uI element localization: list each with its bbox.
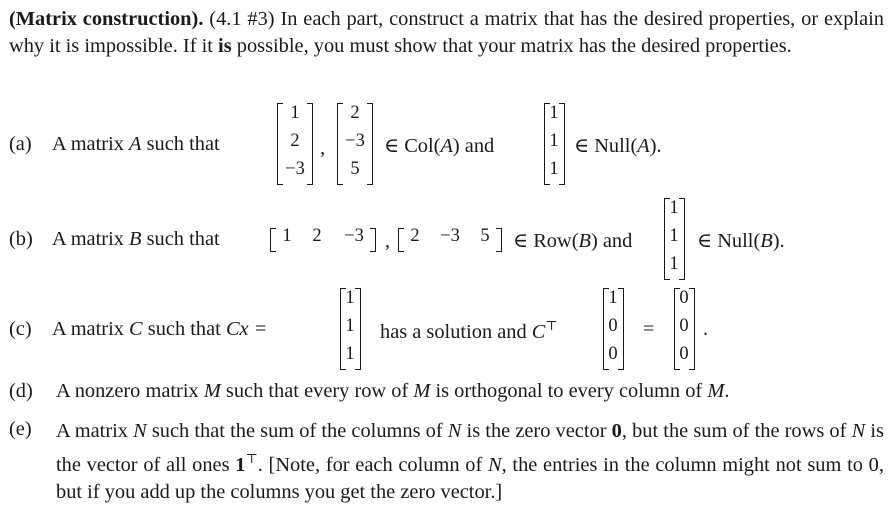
part-a-in-col: ∈ Col(: [384, 135, 441, 157]
bracket-right: [370, 228, 376, 252]
part-c-vector-1: [340, 288, 366, 372]
vector-entry: 5: [350, 159, 360, 179]
part-c-prefix: A matrix: [52, 318, 124, 340]
bracket-right: [307, 103, 313, 185]
part-c-var: C: [129, 318, 143, 340]
part-c-such: such that: [147, 318, 221, 340]
vector-entry: 2: [350, 103, 360, 123]
vector-entry: 1: [549, 131, 559, 151]
vector-entry: 0: [679, 344, 689, 364]
vector-entry: 0: [679, 316, 689, 336]
vector-entry: 1: [669, 254, 679, 274]
part-e-t2: such that the sum of the columns of: [151, 420, 443, 442]
vector-entry: −3: [440, 226, 460, 246]
part-d-text-3: is orthogonal to every column of: [435, 380, 703, 402]
vector-entry: 1: [345, 316, 355, 336]
vector-entry: 2: [410, 226, 420, 246]
intro-text-1: In each part, construct a matrix that has the desired properties, or explain why it is impossible. If it: [9, 8, 884, 57]
vector-entry: 1: [282, 226, 292, 246]
vector-entry: 1: [549, 103, 559, 123]
part-b-such: such that: [146, 228, 220, 250]
part-e-sup: ⊤: [245, 451, 258, 466]
vector-entry: −3: [345, 131, 365, 151]
part-d-text-1: A nonzero matrix: [56, 380, 199, 402]
part-d-text-2: such that every row of: [225, 380, 409, 402]
part-e-label: (e): [9, 418, 32, 440]
vector-entry: 0: [679, 288, 689, 308]
bracket-right: [496, 228, 502, 252]
part-b-in-null-group: [697, 228, 785, 253]
part-a-in-null-group: [574, 133, 662, 158]
part-a-vector-3: [544, 103, 570, 187]
part-b-var: B: [129, 228, 142, 250]
vector-entry: 1: [608, 288, 618, 308]
part-e-v3: N: [851, 420, 866, 442]
part-a-var: A: [129, 133, 142, 155]
vector-entry: −3: [344, 226, 364, 246]
part-d-var-3: M: [707, 380, 725, 402]
part-e-t4: , but the sum of the rows of: [621, 420, 847, 442]
part-e-ones: 1: [235, 453, 246, 476]
vector-entry: 1: [345, 344, 355, 364]
part-c-mid-group: [380, 318, 558, 344]
part-c-sup: ⊤: [545, 318, 558, 333]
part-c-lhs: Cx =: [225, 318, 268, 340]
part-c-end: .: [703, 318, 709, 340]
part-a-prefix-group: [52, 133, 220, 156]
part-b-comma: ,: [385, 230, 391, 252]
vector-entry: 1: [290, 103, 300, 123]
part-b-and: ) and: [590, 230, 633, 252]
part-c-ct: C: [531, 320, 546, 343]
vector-entry: 1: [549, 159, 559, 179]
vector-entry: 0: [608, 344, 618, 364]
part-a-such: such that: [146, 133, 220, 155]
part-d-var: M: [203, 380, 221, 402]
vector-entry: 1: [669, 198, 679, 218]
part-e-v2: N: [447, 420, 462, 442]
part-b-row-var: B: [578, 230, 591, 252]
vector-entry: −3: [285, 159, 305, 179]
part-b-end: ).: [772, 230, 785, 252]
part-e-text: [56, 418, 884, 506]
part-d-end: .: [724, 380, 730, 402]
part-e-v1: N: [133, 420, 147, 442]
part-c-mid: has a solution and: [380, 320, 527, 343]
part-c-vector-2: [603, 288, 629, 372]
vector-entry: 1: [669, 226, 679, 246]
part-a-in-null: ∈ Null(: [574, 135, 638, 157]
part-b-prefix: A matrix: [52, 228, 124, 250]
intro-text-2: possible, you must show that your matrix has the desired properties.: [236, 35, 792, 57]
part-e-t1: A matrix: [56, 420, 128, 442]
part-e-t5: is the vector of all ones: [56, 420, 884, 476]
part-b-prefix-group: [52, 228, 220, 251]
vector-entry: 0: [608, 316, 618, 336]
part-e-v4: N: [487, 453, 502, 476]
vector-entry: 2: [290, 131, 300, 151]
part-e-zero: 0: [611, 420, 622, 442]
bracket-right: [559, 103, 565, 185]
part-e-t6: . [Note, for each column of: [257, 453, 483, 476]
bracket-right: [618, 288, 624, 370]
part-b-row-vector-2: [398, 226, 506, 256]
part-e-t7: , the entries in the column might not sum to 0, but if you add up the columns you get the zero vector.]: [56, 453, 884, 503]
intro-paragraph: [9, 6, 884, 60]
part-b-label: (b): [9, 228, 33, 250]
part-b-in-null: ∈ Null(: [697, 230, 761, 252]
part-a-vector-2: [337, 103, 373, 187]
part-a-end: ).: [649, 135, 662, 157]
part-c-eq: =: [643, 318, 655, 340]
problem-ref: (4.1 #3): [209, 8, 275, 30]
part-b-null-var: B: [760, 230, 773, 252]
part-b-row-vector-1: [270, 226, 380, 256]
part-e-t3: is the zero vector: [466, 420, 607, 442]
part-d-var-2: M: [413, 380, 431, 402]
bracket-right: [689, 288, 695, 370]
part-a-comma: ,: [320, 137, 326, 159]
part-a-col-var: A: [440, 135, 453, 157]
part-b-in-row: ∈ Row(: [513, 230, 579, 252]
problem-heading: (Matrix construction).: [9, 8, 204, 30]
part-a-prefix: A matrix: [52, 133, 124, 155]
part-b-vector: [664, 198, 690, 282]
part-a-and: ) and: [452, 135, 495, 157]
vector-entry: 5: [480, 226, 490, 246]
bracket-right: [367, 103, 373, 185]
part-b-in-row-group: [513, 228, 632, 253]
part-c-prefix-group: [52, 318, 267, 341]
part-a-vector-1: [277, 103, 313, 187]
part-d-text-group: [56, 380, 729, 403]
vector-entry: 2: [312, 226, 322, 246]
part-d-label: (d): [9, 380, 33, 402]
part-a-null-var: A: [637, 135, 650, 157]
part-c-vector-3: [674, 288, 700, 372]
intro-is: is: [218, 35, 232, 57]
bracket-right: [355, 288, 361, 370]
part-a-in-col-group: [384, 133, 494, 158]
part-a-label: (a): [9, 133, 32, 155]
part-c-label: (c): [9, 318, 32, 340]
bracket-right: [679, 198, 685, 280]
vector-entry: 1: [345, 288, 355, 308]
